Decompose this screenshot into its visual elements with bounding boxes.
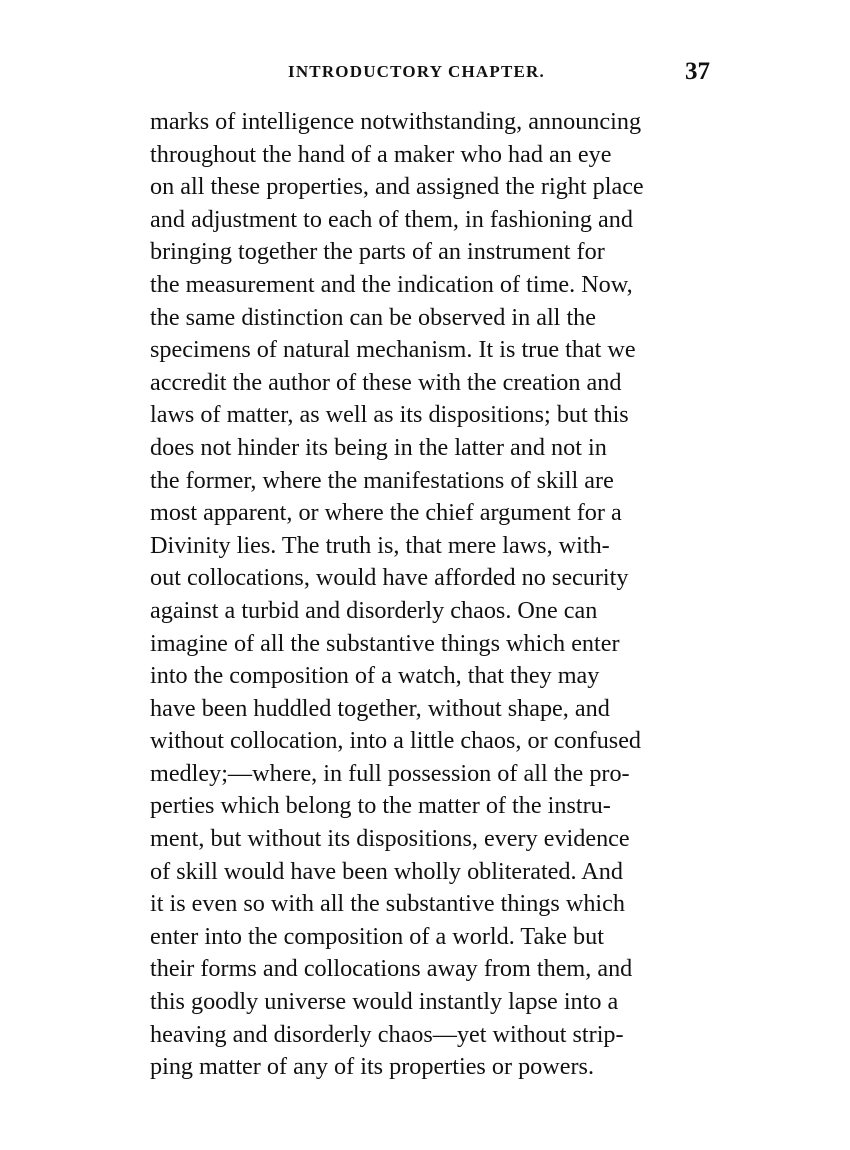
- text-line: medley;—where, in full possession of all the pro-: [150, 759, 630, 787]
- text-line: imagine of all the substantive things which enter: [150, 629, 620, 657]
- text-line: specimens of natural mechanism. It is true that we: [150, 336, 636, 364]
- running-head: [150, 56, 710, 88]
- text-line: against a turbid and disorderly chaos. One can: [150, 596, 598, 624]
- text-line: laws of matter, as well as its dispositions; but this: [150, 401, 629, 429]
- text-line: ping matter of any of its properties or powers.: [150, 1053, 594, 1081]
- text-line: enter into the composition of a world. Take but: [150, 922, 604, 950]
- text-line: heaving and disorderly chaos—yet without strip-: [150, 1020, 624, 1048]
- text-line: the same distinction can be observed in all the: [150, 303, 596, 331]
- text-line: this goodly universe would instantly lapse into a: [150, 988, 619, 1016]
- text-line: the measurement and the indication of time. Now,: [150, 270, 633, 298]
- text-line: and adjustment to each of them, in fashioning and: [150, 205, 633, 233]
- text-line: accredit the author of these with the creation and: [150, 368, 622, 396]
- text-line: Divinity lies. The truth is, that mere laws, with-: [150, 531, 610, 559]
- text-line: marks of intelligence notwithstanding, announcing: [150, 108, 642, 135]
- text-line: does not hinder its being in the latter and not in: [150, 433, 607, 461]
- chapter-title: INTRODUCTORY CHAPTER.: [288, 62, 545, 81]
- text-line: most apparent, or where the chief argument for a: [150, 499, 622, 527]
- text-line: ment, but without its dispositions, every evidence: [150, 825, 630, 853]
- text-line: the former, where the manifestations of skill are: [150, 466, 614, 494]
- text-line: out collocations, would have afforded no security: [150, 564, 629, 592]
- body-text: [150, 106, 706, 1084]
- text-line: on all these properties, and assigned the right place: [150, 173, 644, 201]
- text-line: throughout the hand of a maker who had an eye: [150, 140, 612, 168]
- page-number: 37: [685, 58, 710, 85]
- text-line: it is even so with all the substantive things which: [150, 890, 625, 918]
- text-line: without collocation, into a little chaos, or confused: [150, 727, 642, 755]
- text-line: their forms and collocations away from them, and: [150, 955, 633, 983]
- text-line: into the composition of a watch, that they may: [150, 662, 600, 690]
- text-line: of skill would have been wholly obliterated. And: [150, 857, 623, 885]
- text-line: perties which belong to the matter of the instru-: [150, 792, 611, 820]
- text-line: bringing together the parts of an instrument for: [150, 238, 605, 266]
- text-line: have been huddled together, without shape, and: [150, 694, 610, 722]
